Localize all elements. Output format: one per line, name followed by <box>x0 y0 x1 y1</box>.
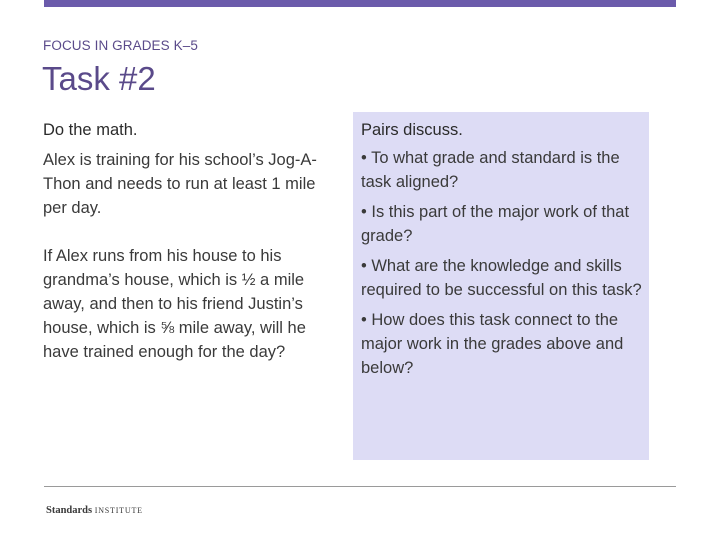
discussion-content <box>361 118 645 386</box>
logo-main-text: Standards <box>46 505 93 516</box>
task-paragraph-1: Alex is training for his school’s Jog-A-Thon and needs to run at least 1 mile per day. <box>43 151 317 217</box>
page-title: Task #2 <box>42 60 156 97</box>
task-heading: Do the math. <box>43 121 138 139</box>
discussion-item: • What are the knowledge and skills required to be successful on this task? <box>361 257 642 299</box>
logo-sub-text: INSTITUTE <box>94 506 143 515</box>
discussion-item: • How does this task connect to the major work in the grades above and below? <box>361 311 624 377</box>
task-column <box>43 118 335 364</box>
discussion-panel <box>353 112 649 460</box>
footer-divider <box>44 486 676 487</box>
standards-institute-logo <box>46 505 143 516</box>
discussion-item: • Is this part of the major work of that grade? <box>361 203 630 245</box>
top-accent-bar <box>44 0 676 7</box>
discussion-heading: Pairs discuss. <box>361 121 463 139</box>
task-paragraph-2: If Alex runs from his house to his grandma’s house, which is ½ a mile away, and then to his friend Justin’s house, which is ⅝ mile away, will he have trained enough for the day? <box>43 247 306 361</box>
discussion-item: • To what grade and standard is the task aligned? <box>361 149 620 191</box>
section-kicker: FOCUS IN GRADES K–5 <box>43 38 198 53</box>
